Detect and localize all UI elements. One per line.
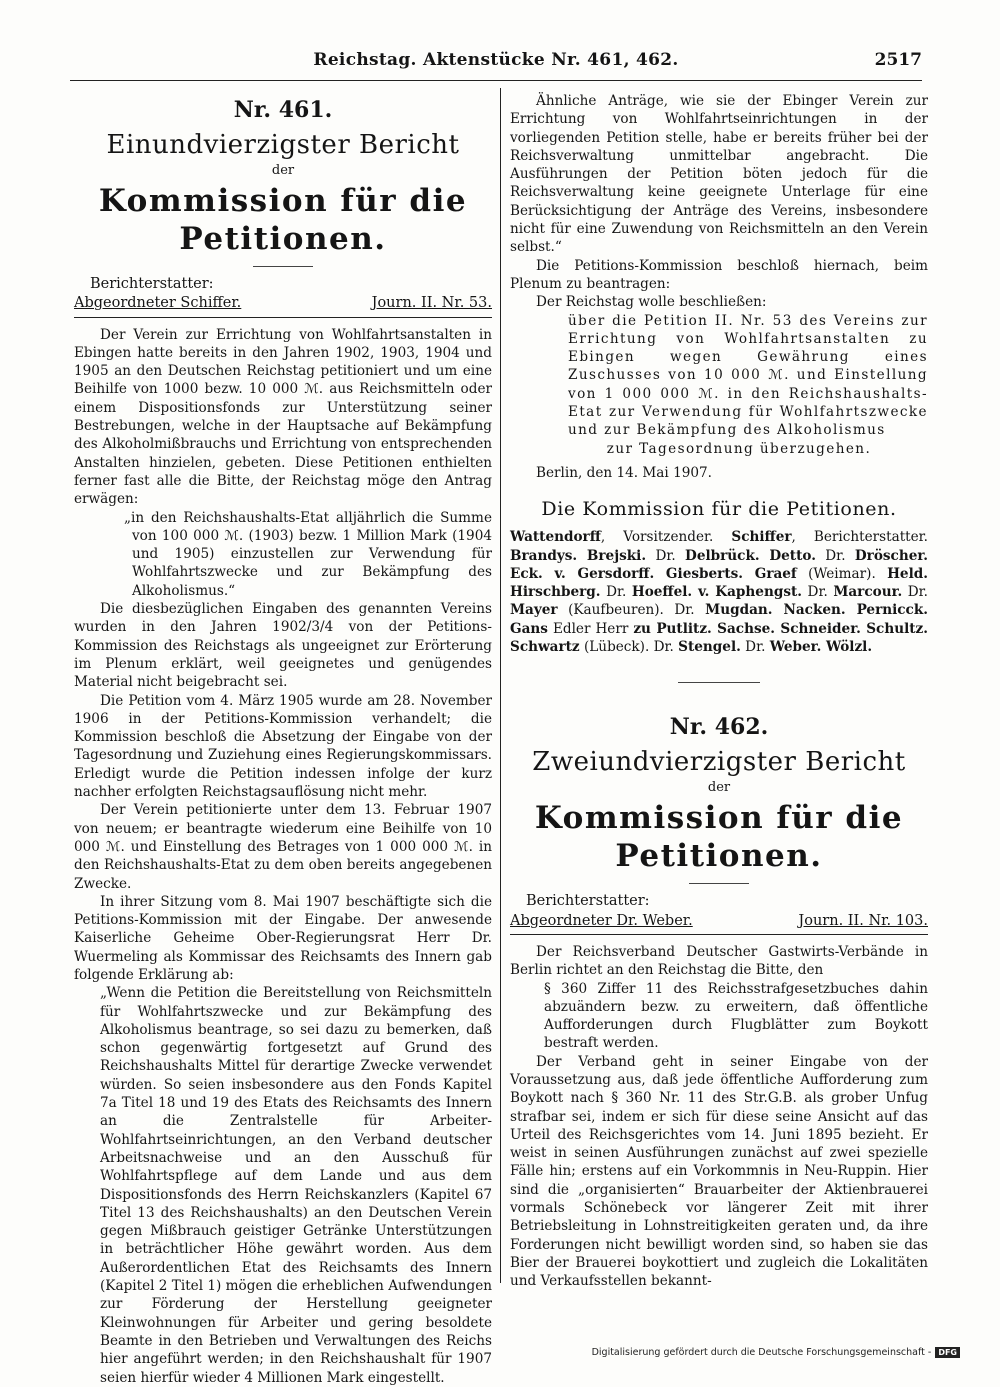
- member-name: Hoeffel. v. Kaphengst.: [631, 584, 803, 601]
- member-name: Stengel.: [678, 639, 741, 656]
- reporter-label: Berichterstatter:: [90, 276, 214, 292]
- member-note: (Kaufbeuren). Dr.: [557, 602, 706, 619]
- motion-text: über die Petition II. Nr. 53 des Vereins zur Errichtung von Wohlfahrtsanstalten zu Ebingen wegen Gewährung eines Zuschusses von 10 000 ℳ. und Einstellung von 1 000 000 ℳ. in den Reichshaushalts-Etat zur Verwendung für Wohlfahrtszwecke und zur Bekämpfung des Alkoholismus: [568, 312, 928, 439]
- block-quote: „Wenn die Petition die Bereitstellung von Reichsmitteln für Wohlfahrtszwecke und zur Bekämpfung des Alkoholismus beantrage, so sei dazu zu bemerken, daß schon gegenwärtig fortgesetzt auf Grund des Reichshaushalts Mittel für derartige Zwecke verwendet würden. So seien insbesondere aus den Fonds Kapitel 7a Titel 18 und 19 des Etats des Reichsamts des Innern an die Zentralstelle für Arbeiter-Wohlfahrtseinrichtungen, an den Verband deutscher Arbeitsnachweise und an den Ausschuß für Wohlfahrtspflege auf dem Lande und aus dem Dispositionsfonds des Herrn Reichskanzlers (Kapitel 67 Titel 13 des Reichshaushalts) an den Deutschen Verein gegen Mißbrauch geistiger Getränke Unterstützungen in beträchtlicher Höhe gewährt worden. Aus dem Außerordentlichen Etat des Reichsamts des Innern (Kapitel 2 Titel 1) mögen die erheblichen Aufwendungen zur Förderung der Herstellung geeigneter Kleinwohnungen für Arbeiter und gering besoldete Beamte in den Betrieben und Verwaltungen des Reichs hier angeführt werden; in den Reichshaushalt für 1907 seien hierfür wieder 4 Millionen Mark eingestellt.: [100, 985, 492, 1386]
- member-note: Dr.: [802, 584, 834, 601]
- left-column: [74, 92, 492, 1387]
- doc-462-number: Nr. 462.: [669, 714, 769, 741]
- paragraph: Die Petitions-Kommission beschloß hiernach, beim Plenum zu beantragen:: [510, 257, 928, 292]
- doc-461-commission-title: Kommission für die Petitionen.: [98, 183, 468, 257]
- block-quote: „in den Reichshaushalts-Etat alljährlich die Summe von 100 000 ℳ. (1903) bezw. 1 Million Mark (1904 und 1905) einzustellen zur Verwendung für Wohlfahrtszwecke und zur Bekämpfung des Alkoholismus.“: [124, 509, 492, 599]
- member-note: Dr.: [600, 584, 632, 601]
- member-name: Delbrück. Detto.: [685, 547, 816, 564]
- motion-end: zur Tagesordnung überzugehen.: [606, 440, 872, 457]
- member-note: , Berichterstatter.: [791, 529, 928, 546]
- reporter-label: Berichterstatter:: [526, 893, 650, 910]
- member-note: (Lübeck). Dr.: [579, 639, 679, 656]
- member-note: Dr.: [740, 639, 770, 656]
- reporter-name: Abgeordneter Dr. Weber.: [510, 912, 693, 929]
- section-rule: [678, 682, 760, 683]
- page-header: [70, 50, 922, 80]
- journal-reference: Journ. II. Nr. 103.: [798, 912, 928, 929]
- dfg-logo-icon: DFG: [935, 1347, 960, 1358]
- title-rule: [689, 883, 749, 884]
- paragraph: Der Verband geht in seiner Eingabe von der Voraussetzung aus, daß jede öffentliche Aufforderung zum Boykott nach § 360 Nr. 11 des Str.G.B. als grober Unfug strafbar sei, indem er sich für diese seine Ansicht auf das Urteil des Reichsgerichtes vom 14. Juni 1895 bezieht. Er weist in seinen Ausführungen zunächst auf zwei spezielle Fälle hin; erstens auf ein Vorkommnis in Neu-Ruppin. Hier sind die „organisierten“ Brauarbeiter der Aktienbrauerei vormals Schönebeck vor längerer Zeit mit ihrer Betriebsleitung in Lohnstreitigkeiten geraten und, da ihre Forderungen nicht bewilligt worden sind, so haben sie das Bier der Brauerei boykottiert und zugleich die Lokalitäten und Verkaufsstellen bekannt-: [510, 1053, 928, 1290]
- paragraph: Der Reichsverband Deutscher Gastwirts-Verbände in Berlin richtet an den Reichstag die Bitte, den: [510, 943, 928, 979]
- paragraph: Die Petition vom 4. März 1905 wurde am 28. November 1906 in der Petitions-Kommission verhandelt; die Kommission beschloß die Absetzung der Eingabe von der Tagesordnung und Zuziehung eines Regierungskommissars. Erledigt wurde die Petition indessen infolge der kurz nachher erfolgten Reichstagsauflösung nicht mehr.: [74, 692, 492, 801]
- paragraph: Ähnliche Anträge, wie sie der Ebinger Verein zur Errichtung von Wohlfahrtseinrichtungen in der vorliegenden Petition stelle, habe er bereits früher bei der Reichsverwaltung unmittelbar angebracht. Die Ausführungen der Petition böten jedoch für die Reichsverwaltung keine geeignete Unterlage für eine Berücksichtigung der Anträge des Vereins, insbesondere nicht für eine Zuwendung von Reichsmitteln an den Verein selbst.“: [510, 93, 928, 256]
- paragraph: Die diesbezüglichen Eingaben des genannten Vereins wurden in den Jahren 1902/3/4 von der Petitions-Kommission des Reichstags als ungeeignet zur Erörterung im Plenum erklärt, weil geeignetes und genügendes Material nicht beigebracht sei.: [74, 601, 492, 691]
- column-divider: [500, 88, 501, 1283]
- member-name: Mayer: [510, 602, 558, 619]
- doc-461-der: der: [271, 163, 295, 178]
- running-title: Reichstag. Aktenstücke Nr. 461, 462.: [313, 50, 679, 70]
- doc-462-title: Zweiundvierzigster Bericht: [532, 747, 906, 778]
- member-name: Marcour.: [833, 584, 903, 601]
- right-column: [510, 92, 928, 1291]
- member-note: Dr.: [815, 547, 855, 564]
- reporter-line: [74, 294, 492, 312]
- member-note: Dr.: [902, 584, 928, 601]
- member-name: Mugdan. Nacken. Pernicck. Gans: [510, 602, 928, 637]
- reporter-line: [510, 912, 928, 930]
- page-number: 2517: [874, 50, 922, 70]
- reporter-rule: [510, 934, 928, 935]
- date-line: Berlin, den 14. Mai 1907.: [536, 464, 712, 481]
- member-name: Dröscher. Eck. v. Gersdorff. Giesberts. Graef: [510, 547, 929, 582]
- member-note: Dr.: [646, 547, 686, 564]
- paragraph: In ihrer Sitzung vom 8. Mai 1907 beschäftigte sich die Petitions-Kommission mit der Eingabe. Der anwesende Kaiserliche Geheime Ober-Regierungsrat Herr Dr. Wuermeling als Kommissar des Reichsamts des Innern gab folgende Erklärung ab:: [74, 893, 492, 983]
- reporter-rule: [74, 317, 492, 318]
- digitization-credit: [592, 1347, 960, 1358]
- title-rule: [253, 266, 313, 267]
- block-quote: § 360 Ziffer 11 des Reichsstrafgesetzbuches dahin abzuändern bezw. zu erweitern, daß öffentliche Aufforderungen durch Flugblätter zum Boykott bestraft werden.: [544, 980, 928, 1052]
- credit-text: Digitalisierung gefördert durch die Deutsche Forschungsgemeinschaft -: [591, 1347, 932, 1358]
- doc-461-number: Nr. 461.: [233, 97, 333, 123]
- member-name: Held. Hirschberg.: [510, 565, 928, 601]
- member-name: Wattendorff: [510, 529, 601, 546]
- doc-462-commission-title: Kommission für die Petitionen.: [534, 800, 904, 875]
- member-name: Schiffer: [731, 529, 792, 546]
- member-note: , Vorsitzender.: [600, 529, 732, 546]
- member-name: Weber. Wölzl.: [769, 639, 873, 656]
- member-note: (Weimar).: [796, 565, 888, 582]
- header-rule: [70, 80, 922, 81]
- member-name: zu Putlitz. Sachse. Schneider. Schultz. Schwartz: [510, 620, 928, 656]
- member-name: Brandys. Brejski.: [510, 547, 647, 564]
- reporter-name: Abgeordneter Schiffer.: [74, 295, 242, 312]
- member-note: Edler Herr: [547, 620, 634, 637]
- paragraph: Der Verein zur Errichtung von Wohlfahrtsanstalten in Ebingen hatte bereits in den Jahren 1902, 1903, 1904 und 1905 an den Deutschen Reichstag petitioniert und um eine Beihilfe von 1000 bezw. 10 000 ℳ. aus Reichsmitteln oder einem Dispositionsfonds zur Unterstützung seiner Bestrebungen, welche in der Hauptsache auf Bekämpfung des Alkoholmißbrauchs und Errichtung von entsprechenden Anstalten hinzielen, gebeten. Diese Petitionen enthielten ferner fast alle die Bitte, der Reichstag möge den Antrag erwägen:: [74, 326, 492, 508]
- doc-461-title: Einundvierzigster Bericht: [106, 130, 460, 160]
- doc-462-der: der: [707, 780, 731, 796]
- journal-reference: Journ. II. Nr. 53.: [371, 295, 492, 312]
- commission-members: [510, 528, 928, 656]
- paragraph: Der Verein petitionierte unter dem 13. Februar 1907 von neuem; er beantragte wiederum eine Beihilfe von 10 000 ℳ. und Einstellung des Betrages von 1 000 000 ℳ. in den Reichshaushalts-Etat zu dem oben bereits angegebenen Zwecke.: [74, 802, 492, 892]
- motion-intro: Der Reichstag wolle beschließen:: [536, 294, 767, 311]
- commission-signature-title: Die Kommission für die Petitionen.: [541, 498, 897, 521]
